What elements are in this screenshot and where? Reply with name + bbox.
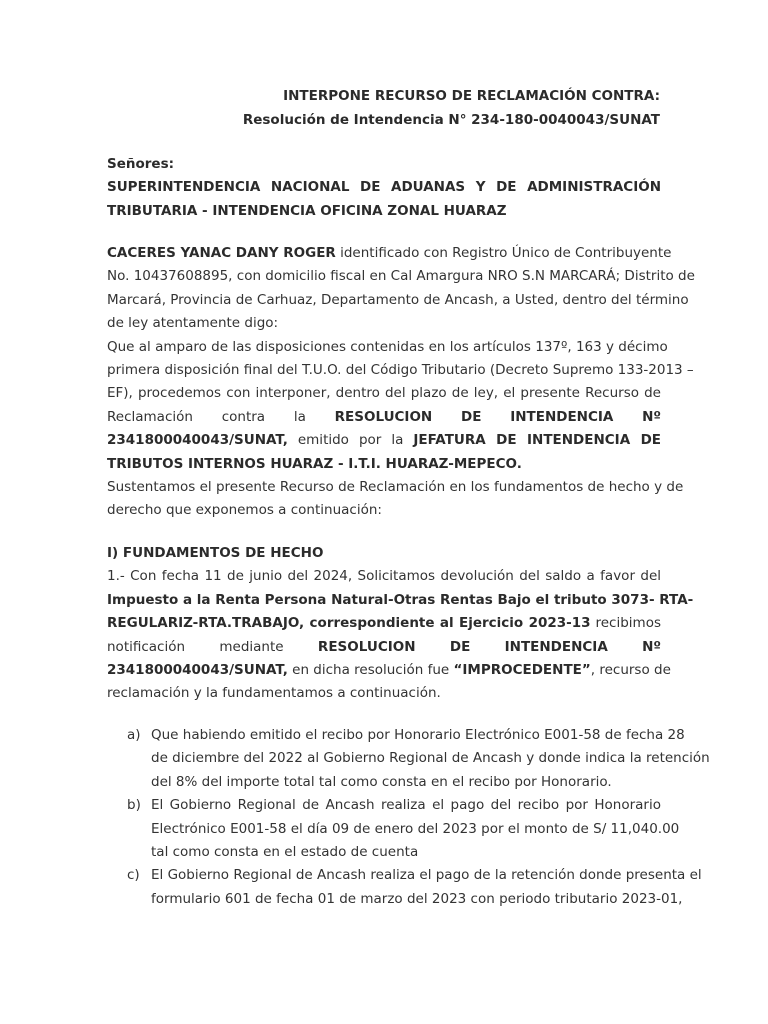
facts-list [127, 724, 710, 911]
intro-paragraph [107, 242, 695, 523]
intro-line: primera disposición final del T.U.O. del Código Tributario (Decreto Supremo 133-2013 – [107, 361, 694, 378]
addressee-line2: TRIBUTARIA - INTENDENCIA OFICINA ZONAL HUARAZ [107, 202, 507, 219]
intro-line: derecho que exponemos a continuación: [107, 502, 382, 519]
petitioner-name: CACERES YANAC DANY ROGER [107, 245, 336, 261]
section-heading: I) FUNDAMENTOS DE HECHO [107, 545, 324, 561]
list-marker: a) [127, 727, 141, 743]
section-line: 2341800040043/SUNAT, en dicha resolución fue “IMPROCEDENTE”, recurso de [107, 661, 671, 678]
section-line: reclamación y la fundamentamos a continuación. [107, 685, 441, 702]
intro-line: Reclamación contra la RESOLUCION DE INTENDENCIA Nº [107, 408, 662, 425]
section-line: notificación mediante RESOLUCION DE INTENDENCIA Nº [107, 638, 662, 655]
section-fundamentos [107, 542, 694, 706]
list-item: b) El Gobierno Regional de Ancash realiza el pago del recibo por Honorario Electrónico E001-58 el día 09 de enero del 2023 por el monto de S/ 11,040.00 tal como consta en el estado de cuenta [127, 794, 661, 864]
addressee-block [107, 153, 661, 223]
intro-line: de ley atentamente digo: [107, 315, 279, 332]
resolution-number: 2341800040043/SUNAT, [107, 432, 288, 449]
list-marker: b) [127, 797, 141, 814]
document-title-line1: INTERPONE RECURSO DE RECLAMACIÓN CONTRA: [283, 88, 660, 104]
intro-line: EF), procedemos con interponer, dentro del plazo de ley, el presente Recurso de [107, 385, 661, 402]
salutation: Señores: [107, 156, 175, 172]
intro-line: Que al amparo de las disposiciones contenidas en los artículos 137º, 163 y décimo [107, 338, 668, 355]
document-title-line2: Resolución de Intendencia N° 234-180-0040043/SUNAT [242, 112, 660, 128]
intro-line: TRIBUTOS INTERNOS HUARAZ - I.T.I. HUARAZ-MEPECO. [107, 455, 522, 472]
section-line: Impuesto a la Renta Persona Natural-Otras Rentas Bajo el tributo 3073- RTA- [107, 591, 694, 608]
intro-line: 2341800040043/SUNAT, emitido por la JEFATURA DE INTENDENCIA DE [107, 432, 661, 449]
section-line: REGULARIZ-RTA.TRABAJO, correspondiente al Ejercicio 2023-13 recibimos [107, 615, 661, 632]
addressee-line1: SUPERINTENDENCIA NACIONAL DE ADUANAS Y DE ADMINISTRACIÓN [107, 179, 661, 196]
list-item: a) Que habiendo emitido el recibo por Honorario Electrónico E001-58 de fecha 28 de diciembre del 2022 al Gobierno Regional de Ancash y donde indica la retención del 8% del importe total tal como consta en el recibo por Honorario. [127, 724, 661, 794]
intro-line: No. 10437608895, con domicilio fiscal en Cal Amargura NRO S.N MARCARÁ; Distrito de [107, 268, 695, 285]
section-line: 1.- Con fecha 11 de junio del 2024, Solicitamos devolución del saldo a favor del [107, 568, 661, 585]
list-marker: c) [127, 867, 140, 884]
intro-line: Marcará, Provincia de Carhuaz, Departamento de Ancash, a Usted, dentro del término [107, 291, 689, 308]
intro-line: CACERES YANAC DANY ROGER identificado con Registro Único de Contribuyente [107, 245, 672, 261]
list-item: c) El Gobierno Regional de Ancash realiza el pago de la retención donde presenta el formulario 601 de fecha 01 de marzo del 2023 con periodo tributario 2023-01, [127, 864, 661, 911]
intro-line: Sustentamos el presente Recurso de Reclamación en los fundamentos de hecho y de [107, 478, 684, 495]
